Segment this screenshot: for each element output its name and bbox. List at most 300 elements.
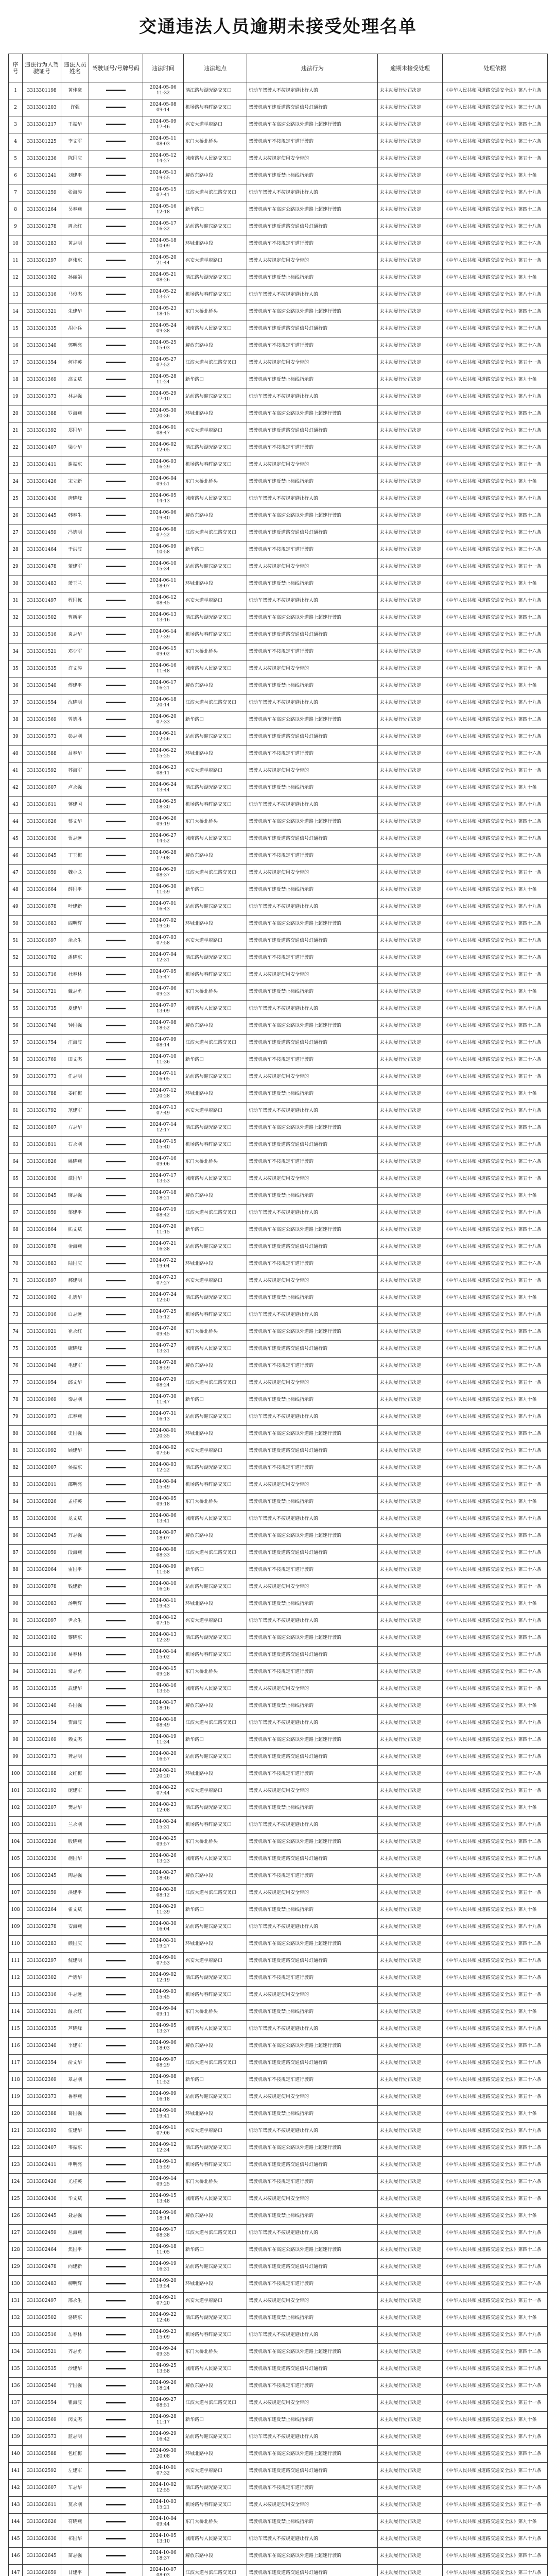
cell-violation: 驾驶机动车违反道路交通信号灯通行的 bbox=[247, 728, 377, 745]
redaction-bar bbox=[106, 1008, 126, 1009]
cell-license-id: 3313302592 bbox=[23, 2463, 61, 2480]
cell-no: 39 bbox=[9, 728, 23, 745]
table-row bbox=[9, 2548, 548, 2565]
cell-license-id: 3313302045 bbox=[23, 1528, 61, 1545]
cell-violation: 驾驶机动车违反禁止标线指示的 bbox=[247, 473, 377, 490]
cell-status: 未主动履行处罚决定 bbox=[378, 779, 442, 796]
table-row bbox=[9, 1647, 548, 1664]
cell-name: 唐晓峰 bbox=[61, 490, 89, 507]
cell-violation: 驾驶机动车不按规定车道行驶的 bbox=[247, 2480, 377, 2497]
cell-name: 叶建新 bbox=[61, 899, 89, 916]
cell-name: 顾建华 bbox=[61, 1443, 89, 1460]
cell-time: 2024-08-17 18:16 bbox=[143, 1698, 183, 1715]
cell-place: 东门大桥北桥头 bbox=[183, 2174, 247, 2191]
cell-license-id: 3313301626 bbox=[23, 814, 61, 831]
cell-basis: 《中华人民共和国道路交通安全法》第八十九条 bbox=[442, 1001, 547, 1018]
cell-time: 2024-06-12 08:45 bbox=[143, 592, 183, 609]
table-row bbox=[9, 1681, 548, 1698]
cell-plate-masked bbox=[89, 1035, 143, 1052]
cell-time: 2024-07-18 18:21 bbox=[143, 1188, 183, 1205]
redaction-bar bbox=[106, 396, 126, 397]
redaction-bar bbox=[106, 2436, 126, 2437]
cell-plate-masked bbox=[89, 1171, 143, 1188]
cell-basis: 《中华人民共和国道路交通安全法》第四十二条 bbox=[442, 1426, 547, 1443]
cell-time: 2024-09-05 13:37 bbox=[143, 2021, 183, 2038]
cell-violation: 驾驶机动车不按规定车道行驶的 bbox=[247, 1766, 377, 1783]
cell-time: 2024-08-21 20:20 bbox=[143, 1766, 183, 1783]
cell-status: 未主动履行处罚决定 bbox=[378, 2310, 442, 2327]
cell-basis: 《中华人民共和国道路交通安全法》第四十二条 bbox=[442, 405, 547, 422]
cell-basis: 《中华人民共和国道路交通安全法》第九十条 bbox=[442, 779, 547, 796]
cell-license-id: 3313302321 bbox=[23, 2004, 61, 2021]
cell-place: 站前路与迎宾路交叉口 bbox=[183, 218, 247, 235]
cell-basis: 《中华人民共和国道路交通安全法》第四十二条 bbox=[442, 507, 547, 524]
cell-name: 邓少军 bbox=[61, 643, 89, 660]
cell-plate-masked bbox=[89, 1579, 143, 1596]
cell-status: 未主动履行处罚决定 bbox=[378, 2191, 442, 2208]
table-row bbox=[9, 2140, 548, 2157]
cell-license-id: 3313301445 bbox=[23, 507, 61, 524]
cell-name: 董建军 bbox=[61, 558, 89, 575]
cell-no: 41 bbox=[9, 762, 23, 779]
cell-basis: 《中华人民共和国道路交通安全法》第八十九条 bbox=[442, 694, 547, 711]
cell-basis: 《中华人民共和国道路交通安全法》第三十六条 bbox=[442, 745, 547, 762]
cell-time: 2024-10-01 07:32 bbox=[143, 2463, 183, 2480]
cell-name: 姚晓燕 bbox=[61, 1154, 89, 1171]
cell-basis: 《中华人民共和国道路交通安全法》第三十六条 bbox=[442, 848, 547, 865]
cell-time: 2024-07-11 16:05 bbox=[143, 1069, 183, 1086]
cell-plate-masked bbox=[89, 609, 143, 626]
cell-plate-masked bbox=[89, 2429, 143, 2446]
redaction-bar bbox=[106, 2453, 126, 2454]
cell-no: 134 bbox=[9, 2344, 23, 2361]
redaction-bar bbox=[106, 2521, 126, 2522]
cell-place: 站前路与迎宾路交叉口 bbox=[183, 899, 247, 916]
cell-plate-masked bbox=[89, 967, 143, 984]
cell-basis: 《中华人民共和国道路交通安全法》第四十二条 bbox=[442, 116, 547, 133]
cell-license-id: 3313301392 bbox=[23, 422, 61, 439]
cell-basis: 《中华人民共和国道路交通安全法》第五十一条 bbox=[442, 2089, 547, 2106]
redaction-bar bbox=[106, 1824, 126, 1825]
table-row bbox=[9, 2004, 548, 2021]
table-row bbox=[9, 984, 548, 1001]
cell-plate-masked bbox=[89, 762, 143, 779]
table-row bbox=[9, 2429, 548, 2446]
cell-violation: 驾驶机动车违反道路交通信号灯通行的 bbox=[247, 2259, 377, 2276]
cell-violation: 驾驶机动车在高速公路以外道路上超速行驶的 bbox=[247, 507, 377, 524]
cell-status: 未主动履行处罚决定 bbox=[378, 2463, 442, 2480]
cell-violation: 驾驶机动车违反禁止标线指示的 bbox=[247, 2106, 377, 2123]
cell-license-id: 3313301826 bbox=[23, 1154, 61, 1171]
cell-license-id: 3313302483 bbox=[23, 2276, 61, 2293]
cell-plate-masked bbox=[89, 1001, 143, 1018]
cell-basis: 《中华人民共和国道路交通安全法》第八十九条 bbox=[442, 1613, 547, 1630]
table-row bbox=[9, 320, 548, 337]
cell-violation: 驾驶机动车违反禁止标线指示的 bbox=[247, 779, 377, 796]
cell-no: 145 bbox=[9, 2531, 23, 2548]
cell-time: 2024-07-10 11:36 bbox=[143, 1052, 183, 1069]
cell-basis: 《中华人民共和国道路交通安全法》第三十六条 bbox=[442, 1358, 547, 1375]
cell-time: 2024-08-06 13:41 bbox=[143, 1511, 183, 1528]
cell-name: 车志华 bbox=[61, 2480, 89, 2497]
cell-place: 兴安大道学府路口 bbox=[183, 422, 247, 439]
cell-status: 未主动履行处罚决定 bbox=[378, 1596, 442, 1613]
cell-plate-masked bbox=[89, 779, 143, 796]
cell-place: 东门大桥北桥头 bbox=[183, 814, 247, 831]
cell-no: 20 bbox=[9, 405, 23, 422]
cell-license-id: 3313301940 bbox=[23, 1358, 61, 1375]
redaction-bar bbox=[106, 685, 126, 686]
cell-time: 2024-06-08 07:22 bbox=[143, 524, 183, 541]
cell-no: 138 bbox=[9, 2412, 23, 2429]
cell-status: 未主动履行处罚决定 bbox=[378, 1953, 442, 1970]
cell-time: 2024-05-25 15:03 bbox=[143, 337, 183, 354]
cell-place: 解放东路中段 bbox=[183, 1868, 247, 1885]
cell-time: 2024-07-26 09:45 bbox=[143, 1324, 183, 1341]
cell-place: 站前路与迎宾路交叉口 bbox=[183, 388, 247, 405]
cell-no: 89 bbox=[9, 1579, 23, 1596]
cell-basis: 《中华人民共和国道路交通安全法》第三十八条 bbox=[442, 626, 547, 643]
cell-name: 曹新宇 bbox=[61, 609, 89, 626]
cell-place: 东门大桥北桥头 bbox=[183, 1664, 247, 1681]
cell-name: 陈国庆 bbox=[61, 150, 89, 167]
redaction-bar bbox=[106, 1654, 126, 1655]
cell-time: 2024-09-20 19:54 bbox=[143, 2276, 183, 2293]
cell-basis: 《中华人民共和国道路交通安全法》第五十一条 bbox=[442, 1069, 547, 1086]
cell-place: 兴安大道学府路口 bbox=[183, 1443, 247, 1460]
cell-license-id: 3313301198 bbox=[23, 82, 61, 99]
cell-name: 甘建平 bbox=[61, 2565, 89, 2576]
cell-license-id: 3313302659 bbox=[23, 2565, 61, 2576]
cell-place: 解放东路中段 bbox=[183, 2208, 247, 2225]
cell-violation: 机动车驾驶人不按规定避让行人的 bbox=[247, 1613, 377, 1630]
cell-status: 未主动履行处罚决定 bbox=[378, 133, 442, 150]
table-row bbox=[9, 456, 548, 473]
cell-violation: 驾驶机动车不按规定车道行驶的 bbox=[247, 1868, 377, 1885]
cell-plate-masked bbox=[89, 2480, 143, 2497]
redaction-bar bbox=[106, 1909, 126, 1910]
cell-license-id: 3313302573 bbox=[23, 2429, 61, 2446]
cell-license-id: 3313301697 bbox=[23, 933, 61, 950]
table-row bbox=[9, 1851, 548, 1868]
redaction-bar bbox=[106, 1450, 126, 1451]
cell-status: 未主动履行处罚决定 bbox=[378, 1698, 442, 1715]
cell-status: 未主动履行处罚决定 bbox=[378, 1681, 442, 1698]
cell-violation: 驾驶人未按规定使用安全带的 bbox=[247, 1579, 377, 1596]
cell-license-id: 3313302340 bbox=[23, 2038, 61, 2055]
cell-status: 未主动履行处罚决定 bbox=[378, 252, 442, 269]
cell-place: 漓江路与湖光路交叉口 bbox=[183, 439, 247, 456]
cell-plate-masked bbox=[89, 1239, 143, 1256]
cell-status: 未主动履行处罚决定 bbox=[378, 2497, 442, 2514]
cell-violation: 驾驶机动车在高速公路以外道路上超速行驶的 bbox=[247, 711, 377, 728]
cell-name: 陶志强 bbox=[61, 1868, 89, 1885]
table-row bbox=[9, 1443, 548, 1460]
cell-name: 颜国庆 bbox=[61, 1936, 89, 1953]
table-row bbox=[9, 1579, 548, 1596]
cell-name: 申明亮 bbox=[61, 2157, 89, 2174]
table-row bbox=[9, 1834, 548, 1851]
cell-status: 未主动履行处罚决定 bbox=[378, 371, 442, 388]
cell-time: 2024-06-13 13:16 bbox=[143, 609, 183, 626]
redaction-bar bbox=[106, 1858, 126, 1859]
cell-name: 侯振东 bbox=[61, 1460, 89, 1477]
cell-no: 50 bbox=[9, 916, 23, 933]
cell-status: 未主动履行处罚决定 bbox=[378, 2395, 442, 2412]
cell-status: 未主动履行处罚决定 bbox=[378, 2344, 442, 2361]
cell-time: 2024-07-08 18:52 bbox=[143, 1018, 183, 1035]
cell-violation: 驾驶机动车在高速公路以外道路上超速行驶的 bbox=[247, 1120, 377, 1137]
cell-no: 35 bbox=[9, 660, 23, 677]
cell-no: 118 bbox=[9, 2072, 23, 2089]
cell-name: 向建新 bbox=[61, 2259, 89, 2276]
cell-license-id: 3313302278 bbox=[23, 1919, 61, 1936]
table-row bbox=[9, 2446, 548, 2463]
cell-plate-masked bbox=[89, 2548, 143, 2565]
cell-no: 18 bbox=[9, 371, 23, 388]
cell-place: 江滨大道与滨江路交叉口 bbox=[183, 1885, 247, 1902]
cell-basis: 《中华人民共和国道路交通安全法》第三十八条 bbox=[442, 2157, 547, 2174]
cell-violation: 机动车驾驶人不按规定避让行人的 bbox=[247, 1307, 377, 1324]
cell-license-id: 3313301683 bbox=[23, 916, 61, 933]
cell-time: 2024-05-22 13:57 bbox=[143, 286, 183, 303]
cell-plate-masked bbox=[89, 848, 143, 865]
cell-time: 2024-09-30 20:08 bbox=[143, 2446, 183, 2463]
cell-name: 张海涛 bbox=[61, 184, 89, 201]
redaction-bar bbox=[106, 1025, 126, 1026]
cell-place: 站前路与迎宾路交叉口 bbox=[183, 1239, 247, 1256]
cell-basis: 《中华人民共和国道路交通安全法》第五十一条 bbox=[442, 1783, 547, 1800]
cell-plate-masked bbox=[89, 456, 143, 473]
cell-name: 江春燕 bbox=[61, 1409, 89, 1426]
cell-license-id: 3313301535 bbox=[23, 660, 61, 677]
cell-license-id: 3313301430 bbox=[23, 490, 61, 507]
cell-time: 2024-09-21 07:20 bbox=[143, 2293, 183, 2310]
cell-name: 钱建新 bbox=[61, 1579, 89, 1596]
cell-basis: 《中华人民共和国道路交通安全法》第三十六条 bbox=[442, 2174, 547, 2191]
redaction-bar bbox=[106, 2096, 126, 2097]
redaction-bar bbox=[106, 2368, 126, 2369]
cell-violation: 机动车驾驶人不按规定避让行人的 bbox=[247, 1817, 377, 1834]
cell-violation: 驾驶人未按规定使用安全带的 bbox=[247, 2497, 377, 2514]
cell-status: 未主动履行处罚决定 bbox=[378, 2004, 442, 2021]
col-header-plate: 驾驶证号/号牌号码 bbox=[89, 54, 143, 82]
cell-no: 84 bbox=[9, 1494, 23, 1511]
cell-time: 2024-07-02 19:26 bbox=[143, 916, 183, 933]
cell-plate-masked bbox=[89, 2514, 143, 2531]
cell-basis: 《中华人民共和国道路交通安全法》第三十六条 bbox=[442, 1460, 547, 1477]
cell-place: 环城北路中段 bbox=[183, 1936, 247, 1953]
cell-name: 季建军 bbox=[61, 2038, 89, 2055]
redaction-bar bbox=[106, 1977, 126, 1978]
cell-name: 沙建华 bbox=[61, 2361, 89, 2378]
cell-name: 苏海军 bbox=[61, 762, 89, 779]
cell-license-id: 3313301902 bbox=[23, 1290, 61, 1307]
cell-plate-masked bbox=[89, 2327, 143, 2344]
cell-time: 2024-09-04 09:11 bbox=[143, 2004, 183, 2021]
cell-place: 漓江路与湖光路交叉口 bbox=[183, 2140, 247, 2157]
cell-name: 吴春燕 bbox=[61, 201, 89, 218]
cell-license-id: 3313301788 bbox=[23, 1086, 61, 1103]
cell-no: 44 bbox=[9, 814, 23, 831]
cell-name: 孙丽娟 bbox=[61, 269, 89, 286]
cell-violation: 驾驶机动车在高速公路以外道路上超速行驶的 bbox=[247, 303, 377, 320]
cell-name: 汪海波 bbox=[61, 1035, 89, 1052]
cell-place: 漓江路与湖光路交叉口 bbox=[183, 2310, 247, 2327]
cell-status: 未主动履行处罚决定 bbox=[378, 745, 442, 762]
cell-plate-masked bbox=[89, 1018, 143, 1035]
cell-time: 2024-08-28 08:12 bbox=[143, 1885, 183, 1902]
cell-basis: 《中华人民共和国道路交通安全法》第九十条 bbox=[442, 2310, 547, 2327]
table-row bbox=[9, 2038, 548, 2055]
cell-plate-masked bbox=[89, 831, 143, 848]
cell-license-id: 3313302097 bbox=[23, 1613, 61, 1630]
table-row bbox=[9, 1392, 548, 1409]
table-row bbox=[9, 1103, 548, 1120]
cell-place: 兴安大道学府路口 bbox=[183, 592, 247, 609]
cell-name: 龚志明 bbox=[61, 1749, 89, 1766]
table-row bbox=[9, 337, 548, 354]
cell-no: 142 bbox=[9, 2480, 23, 2497]
cell-violation: 驾驶机动车违反道路交通信号灯通行的 bbox=[247, 2565, 377, 2576]
cell-plate-masked bbox=[89, 575, 143, 592]
cell-no: 141 bbox=[9, 2463, 23, 2480]
cell-status: 未主动履行处罚决定 bbox=[378, 984, 442, 1001]
cell-basis: 《中华人民共和国道路交通安全法》第三十六条 bbox=[442, 541, 547, 558]
cell-no: 58 bbox=[9, 1052, 23, 1069]
cell-time: 2024-07-31 16:13 bbox=[143, 1409, 183, 1426]
cell-name: 黄志明 bbox=[61, 235, 89, 252]
cell-no: 23 bbox=[9, 456, 23, 473]
table-row bbox=[9, 490, 548, 507]
cell-basis: 《中华人民共和国道路交通安全法》第四十二条 bbox=[442, 1222, 547, 1239]
cell-plate-masked bbox=[89, 1732, 143, 1749]
cell-place: 城南路与人民路交叉口 bbox=[183, 1681, 247, 1698]
redaction-bar bbox=[106, 1569, 126, 1570]
cell-time: 2024-05-28 11:24 bbox=[143, 371, 183, 388]
redaction-bar bbox=[106, 1212, 126, 1213]
cell-place: 东门大桥北桥头 bbox=[183, 1494, 247, 1511]
cell-no: 76 bbox=[9, 1358, 23, 1375]
redaction-bar bbox=[106, 1076, 126, 1077]
cell-no: 40 bbox=[9, 745, 23, 762]
cell-name: 崔永红 bbox=[61, 1324, 89, 1341]
cell-place: 城南路与人民路交叉口 bbox=[183, 1341, 247, 1358]
cell-time: 2024-08-24 15:31 bbox=[143, 1817, 183, 1834]
cell-basis: 《中华人民共和国道路交通安全法》第三十六条 bbox=[442, 1970, 547, 1987]
cell-no: 74 bbox=[9, 1324, 23, 1341]
cell-plate-masked bbox=[89, 507, 143, 524]
table-row bbox=[9, 1715, 548, 1732]
redaction-bar bbox=[106, 855, 126, 856]
cell-plate-masked bbox=[89, 1511, 143, 1528]
cell-basis: 《中华人民共和国道路交通安全法》第四十二条 bbox=[442, 1630, 547, 1647]
cell-time: 2024-08-16 13:55 bbox=[143, 1681, 183, 1698]
cell-plate-masked bbox=[89, 1324, 143, 1341]
cell-violation: 驾驶机动车违反禁止标线指示的 bbox=[247, 2310, 377, 2327]
cell-basis: 《中华人民共和国道路交通安全法》第八十九条 bbox=[442, 1409, 547, 1426]
redaction-bar bbox=[106, 617, 126, 618]
cell-basis: 《中华人民共和国道路交通安全法》第四十二条 bbox=[442, 2548, 547, 2565]
cell-no: 91 bbox=[9, 1613, 23, 1630]
cell-time: 2024-07-30 11:47 bbox=[143, 1392, 183, 1409]
cell-basis: 《中华人民共和国道路交通安全法》第三十八条 bbox=[442, 218, 547, 235]
cell-basis: 《中华人民共和国道路交通安全法》第九十条 bbox=[442, 1494, 547, 1511]
cell-no: 116 bbox=[9, 2038, 23, 2055]
table-row bbox=[9, 2463, 548, 2480]
cell-name: 宁国强 bbox=[61, 2378, 89, 2395]
cell-violation: 驾驶机动车违反禁止标线指示的 bbox=[247, 1188, 377, 1205]
cell-name: 毕文斌 bbox=[61, 2191, 89, 2208]
cell-place: 站前路与迎宾路交叉口 bbox=[183, 1579, 247, 1596]
cell-time: 2024-07-23 07:27 bbox=[143, 1273, 183, 1290]
cell-license-id: 3313302116 bbox=[23, 1647, 61, 1664]
cell-name: 程国栋 bbox=[61, 592, 89, 609]
cell-time: 2024-08-27 18:46 bbox=[143, 1868, 183, 1885]
redaction-bar bbox=[106, 1926, 126, 1927]
cell-no: 146 bbox=[9, 2548, 23, 2565]
cell-violation: 驾驶人未按规定使用安全带的 bbox=[247, 558, 377, 575]
cell-basis: 《中华人民共和国道路交通安全法》第三十六条 bbox=[442, 2378, 547, 2395]
cell-violation: 驾驶机动车违反道路交通信号灯通行的 bbox=[247, 831, 377, 848]
cell-time: 2024-07-24 12:50 bbox=[143, 1290, 183, 1307]
cell-no: 99 bbox=[9, 1749, 23, 1766]
cell-violation: 驾驶人未按规定使用安全带的 bbox=[247, 1681, 377, 1698]
cell-time: 2024-06-10 15:34 bbox=[143, 558, 183, 575]
cell-status: 未主动履行处罚决定 bbox=[378, 456, 442, 473]
cell-no: 77 bbox=[9, 1375, 23, 1392]
table-row bbox=[9, 1409, 548, 1426]
cell-plate-masked bbox=[89, 916, 143, 933]
table-row bbox=[9, 728, 548, 745]
redaction-bar bbox=[106, 1501, 126, 1502]
table-row bbox=[9, 575, 548, 592]
cell-no: 24 bbox=[9, 473, 23, 490]
cell-no: 129 bbox=[9, 2259, 23, 2276]
cell-status: 未主动履行处罚决定 bbox=[378, 2106, 442, 2123]
cell-name: 陆国庆 bbox=[61, 1256, 89, 1273]
cell-name: 齐志勇 bbox=[61, 2344, 89, 2361]
cell-no: 34 bbox=[9, 643, 23, 660]
table-row bbox=[9, 2174, 548, 2191]
cell-status: 未主动履行处罚决定 bbox=[378, 2123, 442, 2140]
cell-plate-masked bbox=[89, 2123, 143, 2140]
cell-violation: 驾驶人未按规定使用安全带的 bbox=[247, 354, 377, 371]
cell-license-id: 3313301859 bbox=[23, 1205, 61, 1222]
cell-license-id: 3313302154 bbox=[23, 1715, 61, 1732]
cell-basis: 《中华人民共和国道路交通安全法》第九十条 bbox=[442, 2514, 547, 2531]
redaction-bar bbox=[106, 1518, 126, 1519]
cell-status: 未主动履行处罚决定 bbox=[378, 218, 442, 235]
cell-time: 2024-09-06 18:03 bbox=[143, 2038, 183, 2055]
cell-license-id: 3313302302 bbox=[23, 1970, 61, 1987]
cell-place: 环城北路中段 bbox=[183, 405, 247, 422]
table-row bbox=[9, 814, 548, 831]
cell-plate-masked bbox=[89, 677, 143, 694]
cell-basis: 《中华人民共和国道路交通安全法》第九十条 bbox=[442, 1188, 547, 1205]
cell-no: 37 bbox=[9, 694, 23, 711]
cell-no: 94 bbox=[9, 1664, 23, 1681]
cell-license-id: 3313302502 bbox=[23, 2310, 61, 2327]
cell-basis: 《中华人民共和国道路交通安全法》第八十九条 bbox=[442, 2021, 547, 2038]
cell-place: 江滨大道与滨江路交叉口 bbox=[183, 1205, 247, 1222]
cell-plate-masked bbox=[89, 745, 143, 762]
cell-violation: 驾驶机动车不按规定车道行驶的 bbox=[247, 2174, 377, 2191]
cell-name: 鲁春燕 bbox=[61, 2089, 89, 2106]
cell-plate-masked bbox=[89, 269, 143, 286]
cell-no: 79 bbox=[9, 1409, 23, 1426]
cell-name: 段海燕 bbox=[61, 1545, 89, 1562]
